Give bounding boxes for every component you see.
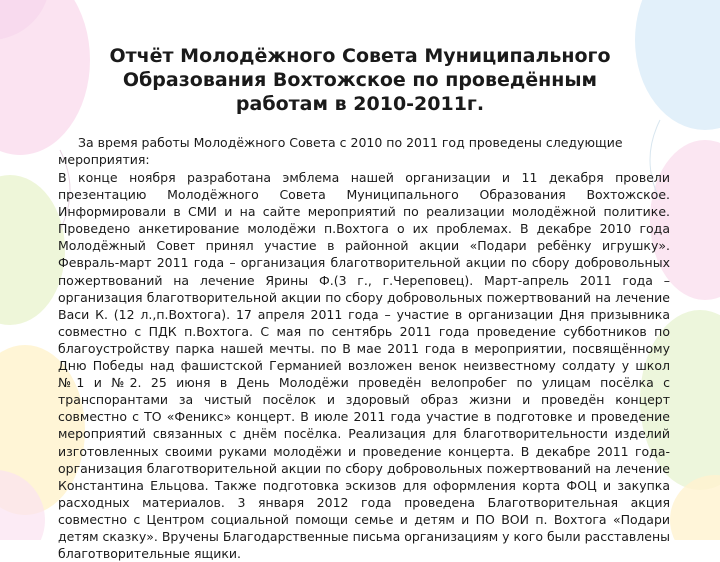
intro-paragraph: За время работы Молодёжного Совета с 2010 по 2011 год проведены следующие мероприятия: xyxy=(58,135,623,167)
slide-title: Отчёт Молодёжного Совета Муниципального Образования Вохтожское по проведённым работам в 2010-2011г. xyxy=(109,45,611,115)
report-body-paragraph: В конце ноября разработана эмблема нашей организации и 11 декабря провели презентацию Молодёжного Совета Муниципального Образования Вохтожское. Информировали в СМИ и на сайте мероприятий по реализации молодёжной политике. Проведено анкетирование молодёжи п.Вохтога о их проблемах. В декабре 2010 года Молодёжный Совет принял участие в районной акции «Подари ребёнку игрушку». Февраль-март 2011 года – организация благотворительной акции по сбору добровольных пожертвований на лечение Ярины Ф.(3 г., г.Череповец). Март-апрель 2011 года – организация благотворительной акции по сбору добровольных пожертвований на лечение Васи К. (12 л.,п.Вохтога). 17 апреля 2011 года – участие в организации Дня призывника совместно с ПДК п.Вохтога. С мая по сентябрь 2011 года проведение субботников по благоустройству парка нашей мечты. по В мае 2011 года в мероприятии, посвящённому Дню Победы над фашистской Германией возложен венок неизвестному солдату у школ №1 и №2. 25 июня в День Молодёжи проведён велопробег по улицам посёлка с транспорантами за чистый посёлок и здоровый образ жизни и проведён концерт совместно с ТО «Феникс» концерт. В июле 2011 года участие в подготовке и проведение мероприятий связанных с днём посёлка. Реализация для благотворительности изделий изготовленных своими руками молодёжи и проведение концерта. В декабре 2011 года- организация благотворительной акции по сбору добровольных пожертвований на лечение Константина Ельцова. Также подготовка эскизов для оформления корта ФОЦ и закупка расходных материалов. 3 января 2012 года проведена Благотворительная акция совместно с Центром социальной помощи семье и детям и ПО ВОИ п. Вохтога «Подари детям сказку». Вручены Благодарственные письма организациям у кого были расставлены благотворительные ящики. xyxy=(58,170,670,562)
